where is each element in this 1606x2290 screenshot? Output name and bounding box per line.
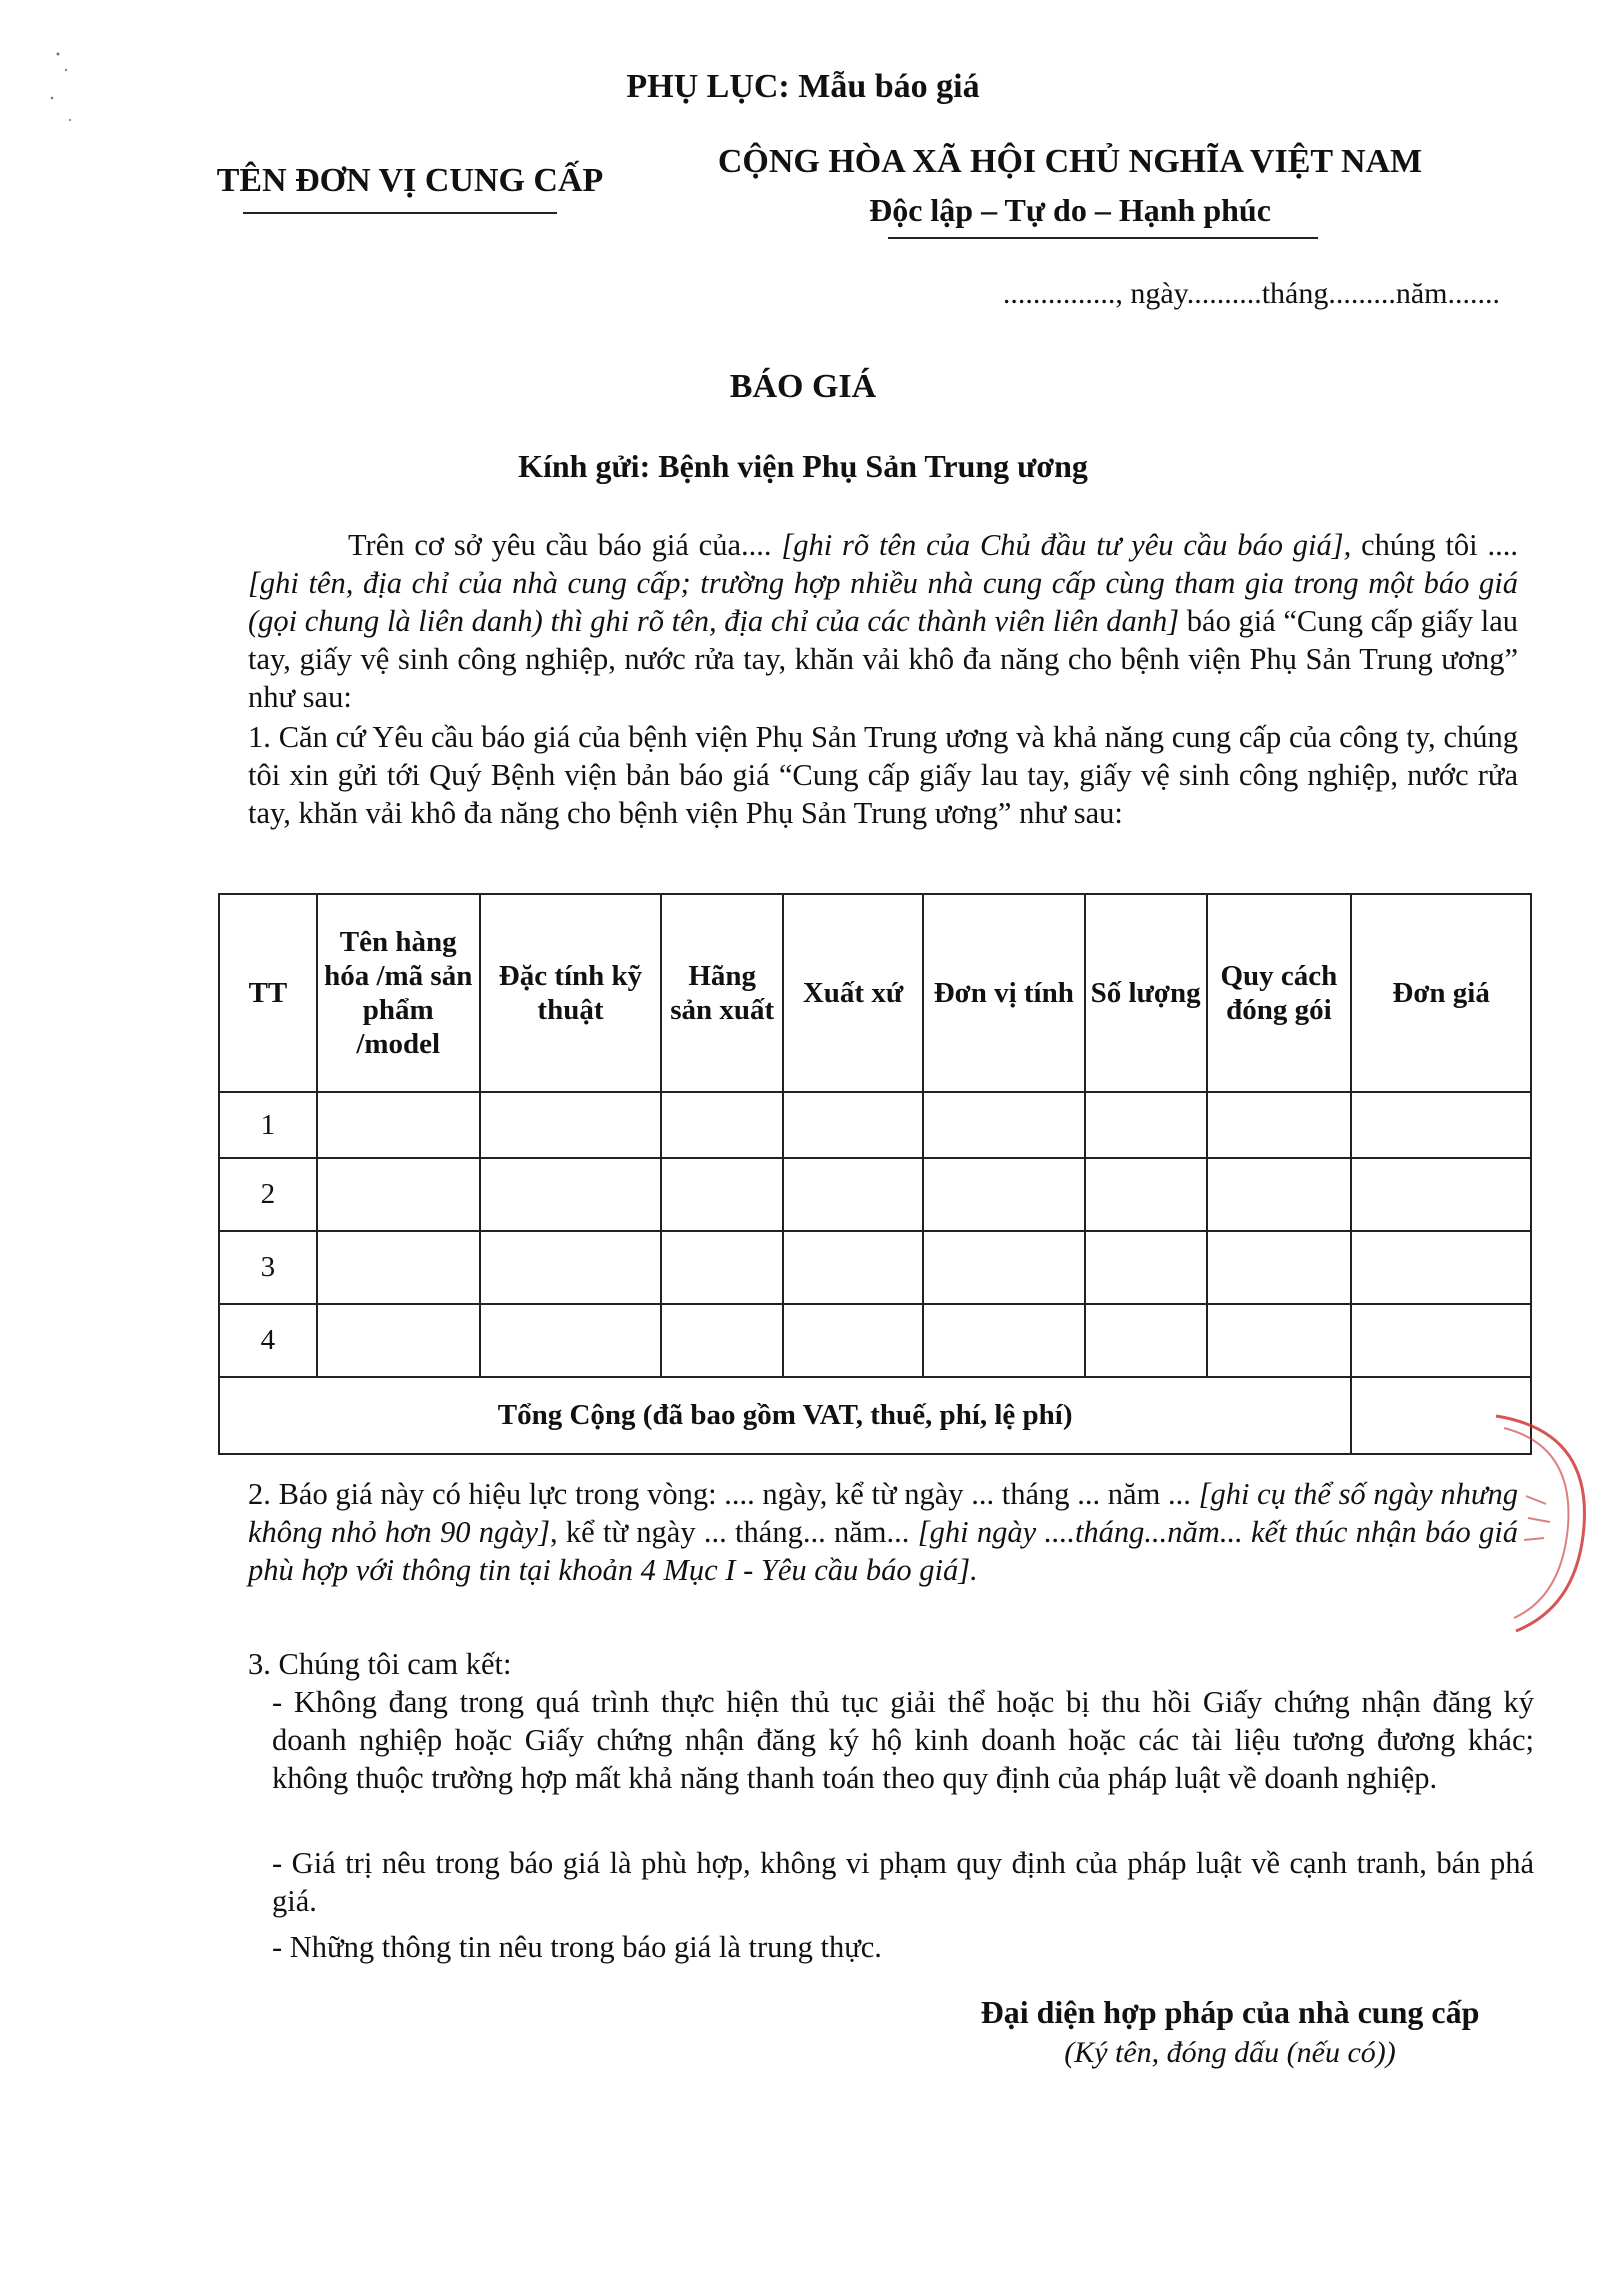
intro-text: báo giá “Cung cấp giấy lau tay, giấy vệ sinh công nghiệp, nước rửa tay, khăn vải khô đa năng cho bệnh viện Phụ Sản Trung ương” như sau: [248,604,1518,714]
table-cell [1207,1231,1352,1304]
table-cell [480,1158,662,1231]
table-cell [923,1158,1085,1231]
table-cell [1085,1304,1207,1377]
red-stamp-mark [1456,1406,1596,1636]
item-2-text: , kể từ ngày ... tháng... năm... [549,1515,918,1549]
supplier-underline [243,212,557,214]
table-header-row [219,894,1531,1092]
header-cell: Tên hàng hóa /mã sản phẩm /model [317,894,480,1092]
row-number: 4 [219,1304,317,1377]
item-2-text: 2. Báo giá này có hiệu lực trong vòng: .... ngày, kể từ ngày ... tháng ... năm ... [248,1477,1199,1511]
table-cell [1085,1231,1207,1304]
intro-text: chúng tôi .... [1351,528,1518,562]
table-row [219,1231,1531,1304]
intro-paragraph [248,526,1518,716]
table-cell [783,1158,923,1231]
header-cell: Đơn vị tính [923,894,1085,1092]
total-label: Tổng Cộng (đã bao gồm VAT, thuế, phí, lệ phí) [219,1377,1351,1454]
table-cell [783,1092,923,1158]
quotation-table [218,893,1532,1455]
commitment-bullet: - Những thông tin nêu trong báo giá là trung thực. [272,1930,882,1964]
table-cell [1351,1158,1531,1231]
table-cell [1207,1304,1352,1377]
table-cell [661,1304,783,1377]
header-cell: Xuất xứ [783,894,923,1092]
total-row [219,1377,1531,1454]
header-cell: Số lượng [1085,894,1207,1092]
date-line: ..............., ngày..........tháng.........năm....... [1002,277,1500,310]
table-cell [1085,1158,1207,1231]
table-cell [1351,1304,1531,1377]
table-cell [661,1092,783,1158]
commitment-bullet: - Không đang trong quá trình thực hiện thủ tục giải thể hoặc bị thu hồi Giấy chứng nhận đăng ký doanh nghiệp hoặc Giấy chứng nhận đăng ký hộ kinh doanh hoặc các tài liệu tương đương khác; không thuộc trường hợp mất khả năng thanh toán theo quy định của pháp luật về doanh nghiệp. [272,1685,1534,1795]
table-row [219,1092,1531,1158]
item-2-paragraph [248,1475,1518,1589]
intro-supplier-note: [ghi tên, địa chỉ của nhà cung cấp; trường hợp nhiều nhà cung cấp cùng tham gia trong một báo giá (gọi chung là liên danh) thì ghi rõ tên, địa chỉ của các thành viên liên danh] [248,566,1518,638]
commitment-bullet: - Giá trị nêu trong báo giá là phù hợp, không vi phạm quy định của pháp luật về cạnh tranh, bán phá giá. [272,1846,1534,1918]
table-cell [1351,1092,1531,1158]
table-cell [1207,1092,1352,1158]
item-2-end-note: [ghi ngày ....tháng...năm... kết thúc nhận báo giá phù hợp với thông tin tại khoản 4 Mục I - Yêu cầu báo giá]. [248,1515,1519,1587]
header-cell: Hãng sản xuất [661,894,783,1092]
table-cell [923,1304,1085,1377]
signature-title: Đại diện hợp pháp của nhà cung cấp [980,1994,1480,2030]
row-number: 1 [219,1092,317,1158]
header-cell: Đơn giá [1351,894,1531,1092]
item-2-days-note: [ghi cụ thể số ngày nhưng không nhỏ hơn 90 ngày] [248,1477,1518,1549]
signature-note: (Ký tên, đóng dấu (nếu có)) [1064,2036,1396,2069]
table-cell [317,1092,480,1158]
table-cell [923,1092,1085,1158]
table-cell [661,1158,783,1231]
table-cell [923,1231,1085,1304]
table-cell [1085,1092,1207,1158]
table-row [219,1304,1531,1377]
table-cell [783,1304,923,1377]
row-number: 3 [219,1231,317,1304]
intro-text: Trên cơ sở yêu cầu báo giá của.... [348,528,782,562]
row-number: 2 [219,1158,317,1231]
table-cell [317,1158,480,1231]
table-cell [1207,1158,1352,1231]
intro-investor-note: [ghi rõ tên của Chủ đầu tư yêu cầu báo giá], [781,528,1352,562]
table-cell [480,1304,662,1377]
header-cell: Quy cách đóng gói [1207,894,1352,1092]
table-cell [480,1092,662,1158]
national-motto: Độc lập – Tự do – Hạnh phúc [869,192,1271,228]
table-cell [317,1304,480,1377]
header-cell: TT [219,894,317,1092]
national-title: CỘNG HÒA XÃ HỘI CHỦ NGHĨA VIỆT NAM [717,143,1423,180]
table-cell [317,1231,480,1304]
motto-underline [888,237,1318,239]
table-cell [480,1231,662,1304]
table-cell [1351,1231,1531,1304]
recipient-line: Kính gửi: Bệnh viện Phụ Sản Trung ương [518,448,1088,484]
header-cell: Đặc tính kỹ thuật [480,894,662,1092]
table-cell [661,1231,783,1304]
appendix-title: PHỤ LỤC: Mẫu báo giá [626,68,980,105]
item-3-heading: 3. Chúng tôi cam kết: [248,1647,512,1681]
table-row [219,1158,1531,1231]
item-1-paragraph: 1. Căn cứ Yêu cầu báo giá của bệnh viện Phụ Sản Trung ương và khả năng cung cấp của công ty, chúng tôi xin gửi tới Quý Bệnh viện bản báo giá “Cung cấp giấy lau tay, giấy vệ sinh công nghiệp, nước rửa tay, khăn vải khô đa năng cho bệnh viện Phụ Sản Trung ương” như sau: [248,720,1518,830]
supplier-name-placeholder: TÊN ĐƠN VỊ CUNG CẤP [216,162,604,199]
table-cell [783,1231,923,1304]
document-title: BÁO GIÁ [729,368,877,405]
